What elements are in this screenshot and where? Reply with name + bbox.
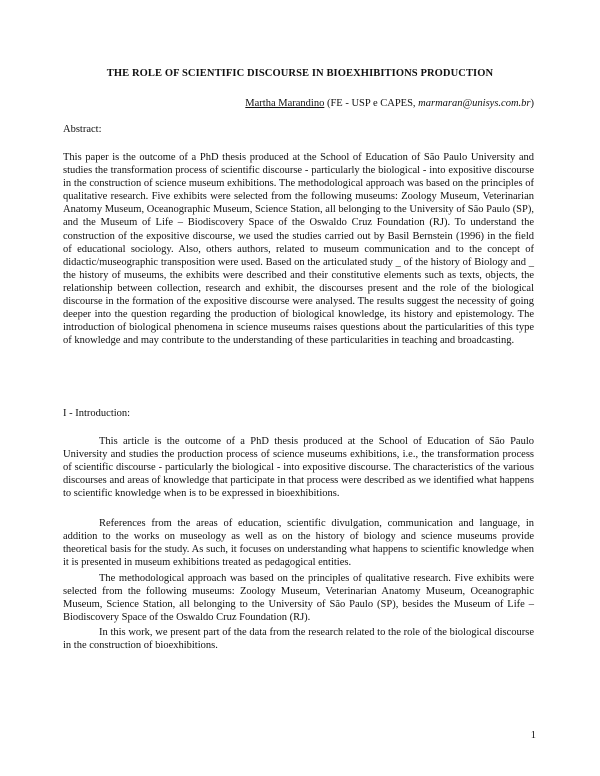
author-name[interactable]: Martha Marandino xyxy=(245,98,325,109)
author-line xyxy=(245,98,534,109)
paper-title: THE ROLE OF SCIENTIFIC DISCOURSE IN BIOEXHIBITIONS PRODUCTION xyxy=(106,68,494,79)
abstract-text: This paper is the outcome of a PhD thesis produced at the School of Education of São Paulo University and studies the transformation process of scientific discourse - particularly the biological - into expositive discourse in the construction of science museum exhibitions. The methodological approach was based on the principles of qualitative research. Five exhibits were selected from the following museums: Zoology Museum, Veterinarian Anatomy Museum, Oceanographic Museum, Science Station, all belonging to the University of São Paulo (SP), and the Museum of Life – Biodiscovery Space of the Oswaldo Cruz Foundation (RJ). To understand the construction of the expositive discourse, we used the studies carried out by Basil Bernstein (1996) in the field of educational sociology. Also, others authors, related to museum communication and to the concept of didactic/museographic transposition were used. Based on the articulated study _ of the history of Biology and _ the history of museums, the exhibits were described and their constitutive elements such as texts, objects, the relationship between collection, research and exhibit, the discourses present and the role of the biological discourse in the formation of the expositive discourse were analysed. The results suggest the necessity of going deeper into the question regarding the production of biological knowledge, its history and epistemology. The introduction of biological phenomena in science museums raises questions about the particularities of this type of knowledge and may contribute to the understanding of these particularities in teaching and broadcasting. xyxy=(63,152,534,347)
page-number: 1 xyxy=(530,730,536,741)
intro-paragraph-2: References from the areas of education, scientific divulgation, communication and language, in addition to the works on museology as well as on the history of biology and science museums provide theoretical basis for the study. As such, it focuses on understanding what happens to scientific knowledge when it is presented in museum exhibitions treated as pedagogical entities. xyxy=(63,518,534,569)
abstract-label: Abstract: xyxy=(63,124,102,135)
intro-paragraph-1: This article is the outcome of a PhD thesis produced at the School of Education of São Paulo University and studies the production process of science museums exhibitions, i.e., the transformation process of scientific discourse - particularly the biological - into expositive discourse. The characteristics of the various discourses and areas of knowledge that participate in that process were described as we identified what happens to scientific knowledge when is to be expressed in bioexhibitions. xyxy=(63,436,534,500)
author-affiliation: (FE - USP e CAPES, xyxy=(324,98,419,109)
intro-paragraph-4: In this work, we present part of the data from the research related to the role of the biological discourse in the construction of bioexhibitions. xyxy=(63,627,534,652)
author-email[interactable]: marmaran@unisys.com.br xyxy=(418,98,531,109)
intro-heading: I - Introduction: xyxy=(63,408,131,419)
intro-paragraph-3: The methodological approach was based on the principles of qualitative research. Five exhibits were selected from the following museums: Zoology Museum, Veterinarian Anatomy Museum, Oceanographic Museum, Science Station, all belonging to the University of São Paulo (SP), besides the Museum of Life – Biodiscovery Space of the Oswaldo Cruz Foundation (RJ). xyxy=(63,573,534,624)
author-close: ) xyxy=(530,98,534,109)
